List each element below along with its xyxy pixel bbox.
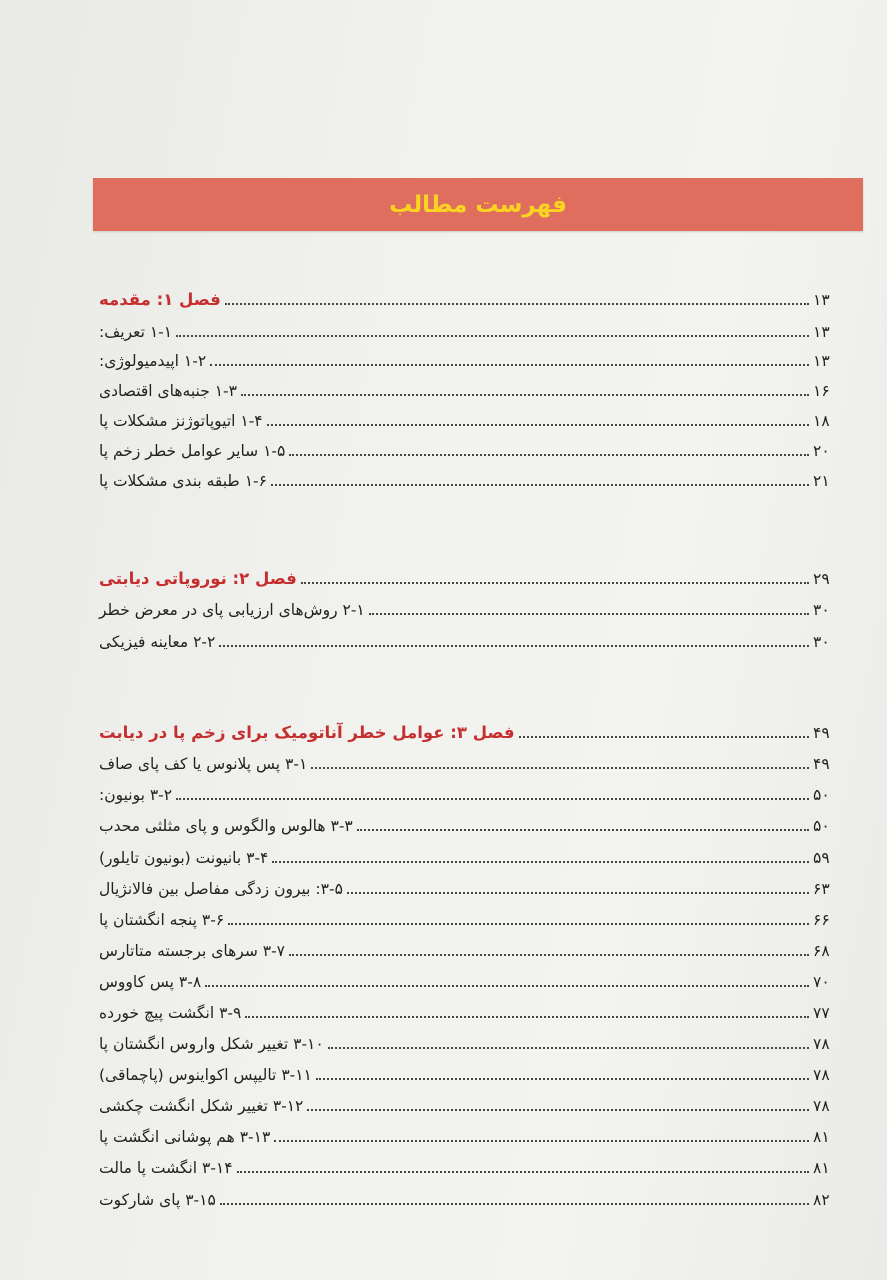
leader-dots [176, 334, 809, 337]
entry-label: ۳-۱۳ هم پوشانی انگشت پا [99, 1128, 271, 1146]
entry-label: ۳-۱۰ تغییر شکل واروس انگشتان پا [99, 1035, 324, 1053]
entry-label: ۱-۴ اتیوپاتوژنز مشکلات پا [99, 412, 263, 430]
leader-dots [267, 423, 809, 426]
page-number: ۵۹ [813, 849, 830, 867]
page-number: ۳۰ [813, 601, 830, 619]
page-number: ۷۷ [813, 1004, 830, 1022]
toc-entry[interactable] [95, 1088, 845, 1118]
toc-banner [93, 178, 863, 231]
leader-dots [311, 766, 809, 769]
leader-dots [219, 644, 809, 647]
entry-label: ۳-۸ پس کاووس [99, 973, 202, 991]
toc-entry[interactable] [95, 964, 845, 994]
page-number: ۷۸ [813, 1097, 830, 1115]
chapter-title: فصل ۱: مقدمه [99, 290, 221, 309]
leader-dots [205, 984, 809, 987]
toc-entry[interactable] [95, 343, 845, 373]
toc-entry[interactable] [95, 433, 845, 463]
entry-label: ۳-۱۴ انگشت پا مالت [99, 1159, 233, 1177]
page-number: ۷۰ [813, 973, 830, 991]
page-number: ۷۸ [813, 1035, 830, 1053]
entry-label: ۳-۵: بیرون زدگی مفاصل بین فالانژیال [99, 880, 343, 898]
leader-dots [301, 581, 809, 584]
entry-label: ۲-۱ روش‌های ارزیابی پای در معرض خطر [99, 601, 365, 619]
page-number: ۱۸ [813, 412, 830, 430]
entry-label: ۳-۹ انگشت پیچ خورده [99, 1004, 242, 1022]
page-number: ۸۱ [813, 1128, 830, 1146]
toc-chapter-3[interactable] [95, 715, 845, 745]
leader-dots [369, 612, 809, 615]
leader-dots [210, 363, 809, 366]
toc-entry[interactable] [95, 314, 845, 344]
page-number: ۲۹ [813, 570, 830, 588]
leader-dots [271, 483, 809, 486]
toc-entry[interactable] [95, 592, 845, 622]
page-number: ۸۲ [813, 1191, 830, 1209]
leader-dots [307, 1108, 809, 1111]
toc-entry[interactable] [95, 463, 845, 493]
toc-entry[interactable] [95, 403, 845, 433]
leader-dots [357, 828, 809, 831]
toc-chapter-1[interactable] [95, 282, 845, 312]
entry-label: ۱-۱ تعریف: [99, 323, 173, 341]
toc-entry[interactable] [95, 902, 845, 932]
entry-label: ۲-۲ معاینه فیزیکی [99, 633, 216, 651]
page-number: ۱۶ [813, 382, 830, 400]
entry-label: ۳-۲ بونیون: [99, 786, 173, 804]
toc-chapter-2[interactable] [95, 561, 845, 591]
page-number: ۵۰ [813, 817, 830, 835]
leader-dots [245, 1015, 809, 1018]
leader-dots [274, 1139, 809, 1142]
leader-dots [328, 1046, 809, 1049]
toc-entry[interactable] [95, 1182, 845, 1212]
entry-label: ۳-۱۵ پای شارکوت [99, 1191, 216, 1209]
entry-label: ۳-۷ سرهای برجسته متاتارس [99, 942, 286, 960]
toc-entry[interactable] [95, 624, 845, 654]
leader-dots [316, 1077, 809, 1080]
page-number: ۴۹ [813, 724, 830, 742]
toc-entry[interactable] [95, 808, 845, 838]
toc-entry[interactable] [95, 995, 845, 1025]
leader-dots [220, 1202, 809, 1205]
page-number: ۶۳ [813, 880, 830, 898]
entry-label: ۳-۱۱ تالیپس اکواینوس (پاچماقی) [99, 1066, 312, 1084]
chapter-title: فصل ۲: نوروپاتی دیابتی [99, 569, 297, 588]
leader-dots [225, 302, 809, 305]
leader-dots [228, 922, 809, 925]
leader-dots [289, 453, 809, 456]
page-number: ۴۹ [813, 755, 830, 773]
page-number: ۵۰ [813, 786, 830, 804]
chapter-title: فصل ۳: عوامل خطر آناتومیک برای زخم پا در دیابت [99, 723, 515, 742]
page-number: ۲۱ [813, 472, 830, 490]
leader-dots [241, 393, 809, 396]
entry-label: ۳-۱ پس پلانوس یا کف پای صاف [99, 755, 308, 773]
entry-label: ۱-۳ جنبه‌های اقتصادی [99, 382, 237, 400]
page-number: ۷۸ [813, 1066, 830, 1084]
entry-label: ۱-۵ سایر عوامل خطر زخم پا [99, 442, 286, 460]
toc-entry[interactable] [95, 933, 845, 963]
page-number: ۲۰ [813, 442, 830, 460]
page-number: ۳۰ [813, 633, 830, 651]
toc-entry[interactable] [95, 746, 845, 776]
toc-entry[interactable] [95, 1119, 845, 1149]
toc-entry[interactable] [95, 1057, 845, 1087]
entry-label: ۳-۶ پنجه انگشتان پا [99, 911, 225, 929]
toc-entry[interactable] [95, 871, 845, 901]
entry-label: ۳-۴ بانیونت (بونیون تایلور) [99, 849, 269, 867]
entry-label: ۳-۱۲ تغییر شکل انگشت چکشی [99, 1097, 304, 1115]
leader-dots [272, 860, 809, 863]
toc-entry[interactable] [95, 1150, 845, 1180]
leader-dots [176, 797, 809, 800]
entry-label: ۱-۶ طبقه بندی مشکلات پا [99, 472, 267, 490]
page-number: ۶۸ [813, 942, 830, 960]
toc-entry[interactable] [95, 1026, 845, 1056]
page-number: ۱۳ [813, 352, 830, 370]
page-number: ۸۱ [813, 1159, 830, 1177]
toc-title: فهرست مطالب [389, 191, 567, 218]
entry-label: ۳-۳ هالوس والگوس و پای مثلثی محدب [99, 817, 353, 835]
entry-label: ۱-۲ اپیدمیولوژی: [99, 352, 207, 370]
page-number: ۶۶ [813, 911, 830, 929]
page-number: ۱۳ [813, 323, 830, 341]
leader-dots [347, 891, 809, 894]
leader-dots [519, 735, 809, 738]
leader-dots [237, 1170, 809, 1173]
toc-entry[interactable] [95, 777, 845, 807]
toc-entry[interactable] [95, 373, 845, 403]
leader-dots [289, 953, 809, 956]
page-number: ۱۳ [813, 291, 830, 309]
toc-entry[interactable] [95, 840, 845, 870]
